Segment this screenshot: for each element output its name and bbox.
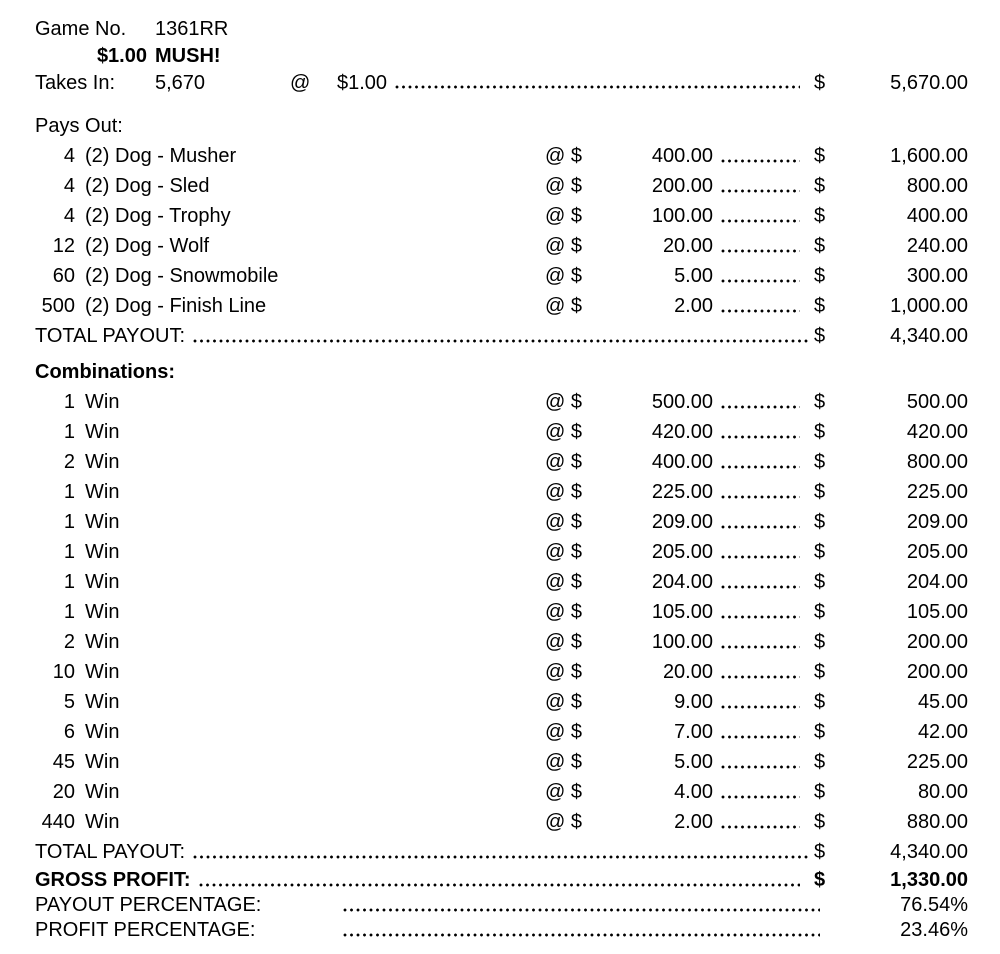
win-count: 2 (63, 451, 75, 473)
combination-row (35, 567, 968, 597)
dot-leader (193, 855, 808, 859)
win-value: 500.00 (651, 391, 713, 413)
win-label: Win (85, 601, 120, 623)
at-symbol: @ (290, 72, 311, 94)
row-total: 880.00 (906, 811, 968, 833)
at-currency: @ $ (545, 481, 582, 503)
dot-leader (343, 908, 820, 912)
win-value: 7.00 (674, 721, 713, 743)
total-payout-amount: 4,340.00 (890, 841, 968, 863)
combination-row (35, 507, 968, 537)
at-currency: @ $ (545, 781, 582, 803)
win-count: 1 (63, 481, 75, 503)
pays-out-rows (35, 141, 968, 321)
combination-rows (35, 387, 968, 837)
row-total: 200.00 (906, 631, 968, 653)
dot-leader (193, 339, 808, 343)
dot-leader (721, 825, 800, 829)
win-count: 2 (63, 631, 75, 653)
row-total: 400.00 (906, 205, 968, 227)
win-count: 1 (63, 601, 75, 623)
win-count: 500 (41, 295, 75, 317)
combination-row (35, 717, 968, 747)
win-label: Win (85, 481, 120, 503)
row-total: 209.00 (906, 511, 968, 533)
row-total: 500.00 (906, 391, 968, 413)
currency-symbol: $ (814, 811, 826, 833)
win-label: Win (85, 421, 120, 443)
row-total: 420.00 (906, 421, 968, 443)
total-payout-amount: 4,340.00 (890, 325, 968, 347)
prize-value: 2.00 (674, 295, 713, 317)
gross-profit-row (35, 867, 968, 893)
win-label: Win (85, 811, 120, 833)
gross-profit-label: GROSS PROFIT: (35, 869, 191, 891)
currency-symbol: $ (814, 541, 826, 563)
row-total: 200.00 (906, 661, 968, 683)
combination-row (35, 807, 968, 837)
profit-percentage-label: PROFIT PERCENTAGE: (35, 919, 256, 941)
win-label: Win (85, 721, 120, 743)
prize-value: 400.00 (651, 145, 713, 167)
row-total: 105.00 (906, 601, 968, 623)
game-name: MUSH! (155, 45, 221, 67)
at-currency: @ $ (545, 451, 582, 473)
row-total: 204.00 (906, 571, 968, 593)
dot-leader (721, 525, 800, 529)
dot-leader (721, 615, 800, 619)
takes-in-row (35, 70, 968, 97)
currency-symbol: $ (814, 661, 826, 683)
prize-name: (2) Dog - Wolf (85, 235, 210, 257)
spacer (35, 97, 968, 111)
dot-leader (721, 249, 800, 253)
prize-name: (2) Dog - Trophy (85, 205, 231, 227)
pays-out-total-row (35, 321, 968, 351)
currency-symbol: $ (814, 721, 826, 743)
win-count: 45 (52, 751, 75, 773)
dot-leader (721, 495, 800, 499)
dot-leader (721, 159, 800, 163)
combination-row (35, 627, 968, 657)
win-value: 225.00 (651, 481, 713, 503)
win-count: 60 (52, 265, 75, 287)
currency-symbol: $ (814, 295, 826, 317)
dot-leader (721, 765, 800, 769)
payout-percentage-label: PAYOUT PERCENTAGE: (35, 894, 262, 916)
pays-out-heading-row (35, 111, 968, 141)
dot-leader (721, 645, 800, 649)
at-currency: @ $ (545, 571, 582, 593)
combination-row (35, 447, 968, 477)
row-total: 1,000.00 (890, 295, 968, 317)
prize-name: (2) Dog - Finish Line (85, 295, 267, 317)
combinations-total-row (35, 837, 968, 867)
win-count: 12 (52, 235, 75, 257)
dot-leader (721, 435, 800, 439)
currency-symbol: $ (814, 841, 826, 863)
pays-out-heading: Pays Out: (35, 115, 123, 137)
win-count: 440 (41, 811, 75, 833)
row-total: 300.00 (906, 265, 968, 287)
payout-row (35, 171, 968, 201)
row-total: 1,600.00 (890, 145, 968, 167)
win-count: 1 (63, 391, 75, 413)
currency-symbol: $ (814, 571, 826, 593)
currency-symbol: $ (814, 205, 826, 227)
win-count: 1 (63, 541, 75, 563)
win-value: 420.00 (651, 421, 713, 443)
combination-row (35, 687, 968, 717)
win-label: Win (85, 571, 120, 593)
dot-leader (721, 309, 800, 313)
at-currency: @ $ (545, 421, 582, 443)
dot-leader (395, 85, 800, 89)
win-label: Win (85, 691, 120, 713)
ticket-price: $1.00 (96, 45, 147, 67)
takes-in-total: 5,670.00 (890, 72, 968, 94)
takes-in-price: $1.00 (337, 72, 388, 94)
at-currency: @ $ (545, 751, 582, 773)
at-currency: @ $ (545, 391, 582, 413)
row-total: 240.00 (906, 235, 968, 257)
dot-leader (199, 883, 800, 887)
currency-symbol: $ (814, 481, 826, 503)
currency-symbol: $ (814, 601, 826, 623)
payout-percentage-row (35, 893, 968, 918)
win-value: 2.00 (674, 811, 713, 833)
win-label: Win (85, 541, 120, 563)
combination-row (35, 477, 968, 507)
payout-percentage-value: 76.54% (900, 894, 968, 916)
dot-leader (721, 675, 800, 679)
at-currency: @ $ (545, 811, 582, 833)
win-value: 20.00 (662, 661, 713, 683)
win-value: 105.00 (651, 601, 713, 623)
combination-row (35, 777, 968, 807)
currency-symbol: $ (814, 235, 826, 257)
gross-profit-amount: 1,330.00 (890, 869, 968, 891)
dot-leader (721, 405, 800, 409)
win-count: 1 (63, 421, 75, 443)
win-label: Win (85, 631, 120, 653)
win-count: 4 (63, 205, 75, 227)
combination-row (35, 417, 968, 447)
win-label: Win (85, 511, 120, 533)
prize-value: 200.00 (651, 175, 713, 197)
currency-symbol: $ (814, 511, 826, 533)
row-total: 225.00 (906, 481, 968, 503)
currency-symbol: $ (814, 631, 826, 653)
dot-leader (721, 585, 800, 589)
currency-symbol: $ (814, 751, 826, 773)
combination-row (35, 747, 968, 777)
win-label: Win (85, 751, 120, 773)
currency-symbol: $ (814, 691, 826, 713)
currency-symbol: $ (814, 391, 826, 413)
dot-leader (721, 279, 800, 283)
at-currency: @ $ (545, 541, 582, 563)
profit-percentage-value: 23.46% (900, 919, 968, 941)
dot-leader (343, 933, 820, 937)
dot-leader (721, 705, 800, 709)
dot-leader (721, 219, 800, 223)
win-count: 4 (63, 175, 75, 197)
win-value: 209.00 (651, 511, 713, 533)
at-currency: @ $ (545, 295, 582, 317)
prize-value: 5.00 (674, 265, 713, 287)
payout-row (35, 141, 968, 171)
takes-in-count: 5,670 (155, 72, 206, 94)
win-count: 5 (63, 691, 75, 713)
at-currency: @ $ (545, 661, 582, 683)
payout-row (35, 201, 968, 231)
win-value: 4.00 (674, 781, 713, 803)
win-value: 205.00 (651, 541, 713, 563)
row-total: 80.00 (917, 781, 968, 803)
win-value: 5.00 (674, 751, 713, 773)
row-total: 800.00 (906, 451, 968, 473)
win-value: 9.00 (674, 691, 713, 713)
dot-leader (721, 795, 800, 799)
payout-row (35, 231, 968, 261)
game-number-row (35, 16, 968, 43)
win-value: 204.00 (651, 571, 713, 593)
row-total: 205.00 (906, 541, 968, 563)
prize-name: (2) Dog - Snowmobile (85, 265, 279, 287)
dot-leader (721, 465, 800, 469)
at-currency: @ $ (545, 721, 582, 743)
combination-row (35, 657, 968, 687)
payout-row (35, 291, 968, 321)
currency-symbol: $ (814, 175, 826, 197)
at-currency: @ $ (545, 631, 582, 653)
row-total: 45.00 (917, 691, 968, 713)
combinations-heading-row (35, 357, 968, 387)
currency-symbol: $ (814, 145, 826, 167)
game-number-value: 1361RR (155, 18, 229, 40)
combinations-heading: Combinations: (35, 361, 175, 383)
at-currency: @ $ (545, 691, 582, 713)
total-payout-label: TOTAL PAYOUT: (35, 325, 186, 347)
payout-row (35, 261, 968, 291)
win-count: 1 (63, 511, 75, 533)
at-currency: @ $ (545, 265, 582, 287)
win-label: Win (85, 391, 120, 413)
currency-symbol: $ (814, 781, 826, 803)
win-label: Win (85, 451, 120, 473)
currency-symbol: $ (814, 325, 826, 347)
dot-leader (721, 189, 800, 193)
at-currency: @ $ (545, 205, 582, 227)
currency-symbol: $ (814, 451, 826, 473)
prize-name: (2) Dog - Sled (85, 175, 210, 197)
row-total: 42.00 (917, 721, 968, 743)
takes-in-label: Takes In: (35, 72, 116, 94)
at-currency: @ $ (545, 145, 582, 167)
row-total: 225.00 (906, 751, 968, 773)
currency-symbol: $ (814, 421, 826, 443)
currency-symbol: $ (814, 869, 826, 891)
dot-leader (721, 555, 800, 559)
combination-row (35, 537, 968, 567)
win-label: Win (85, 661, 120, 683)
at-currency: @ $ (545, 601, 582, 623)
game-number-label: Game No. (35, 18, 127, 40)
currency-symbol: $ (814, 265, 826, 287)
win-label: Win (85, 781, 120, 803)
currency-symbol: $ (814, 72, 826, 94)
prize-value: 100.00 (651, 205, 713, 227)
prize-name: (2) Dog - Musher (85, 145, 237, 167)
combination-row (35, 387, 968, 417)
row-total: 800.00 (906, 175, 968, 197)
at-currency: @ $ (545, 511, 582, 533)
profit-percentage-row (35, 918, 968, 943)
win-count: 1 (63, 571, 75, 593)
dot-leader (721, 735, 800, 739)
win-count: 4 (63, 145, 75, 167)
win-value: 100.00 (651, 631, 713, 653)
total-payout-label: TOTAL PAYOUT: (35, 841, 186, 863)
at-currency: @ $ (545, 175, 582, 197)
win-value: 400.00 (651, 451, 713, 473)
win-count: 20 (52, 781, 75, 803)
win-count: 10 (52, 661, 75, 683)
game-title-row (35, 43, 968, 70)
combination-row (35, 597, 968, 627)
win-count: 6 (63, 721, 75, 743)
at-currency: @ $ (545, 235, 582, 257)
prize-value: 20.00 (662, 235, 713, 257)
